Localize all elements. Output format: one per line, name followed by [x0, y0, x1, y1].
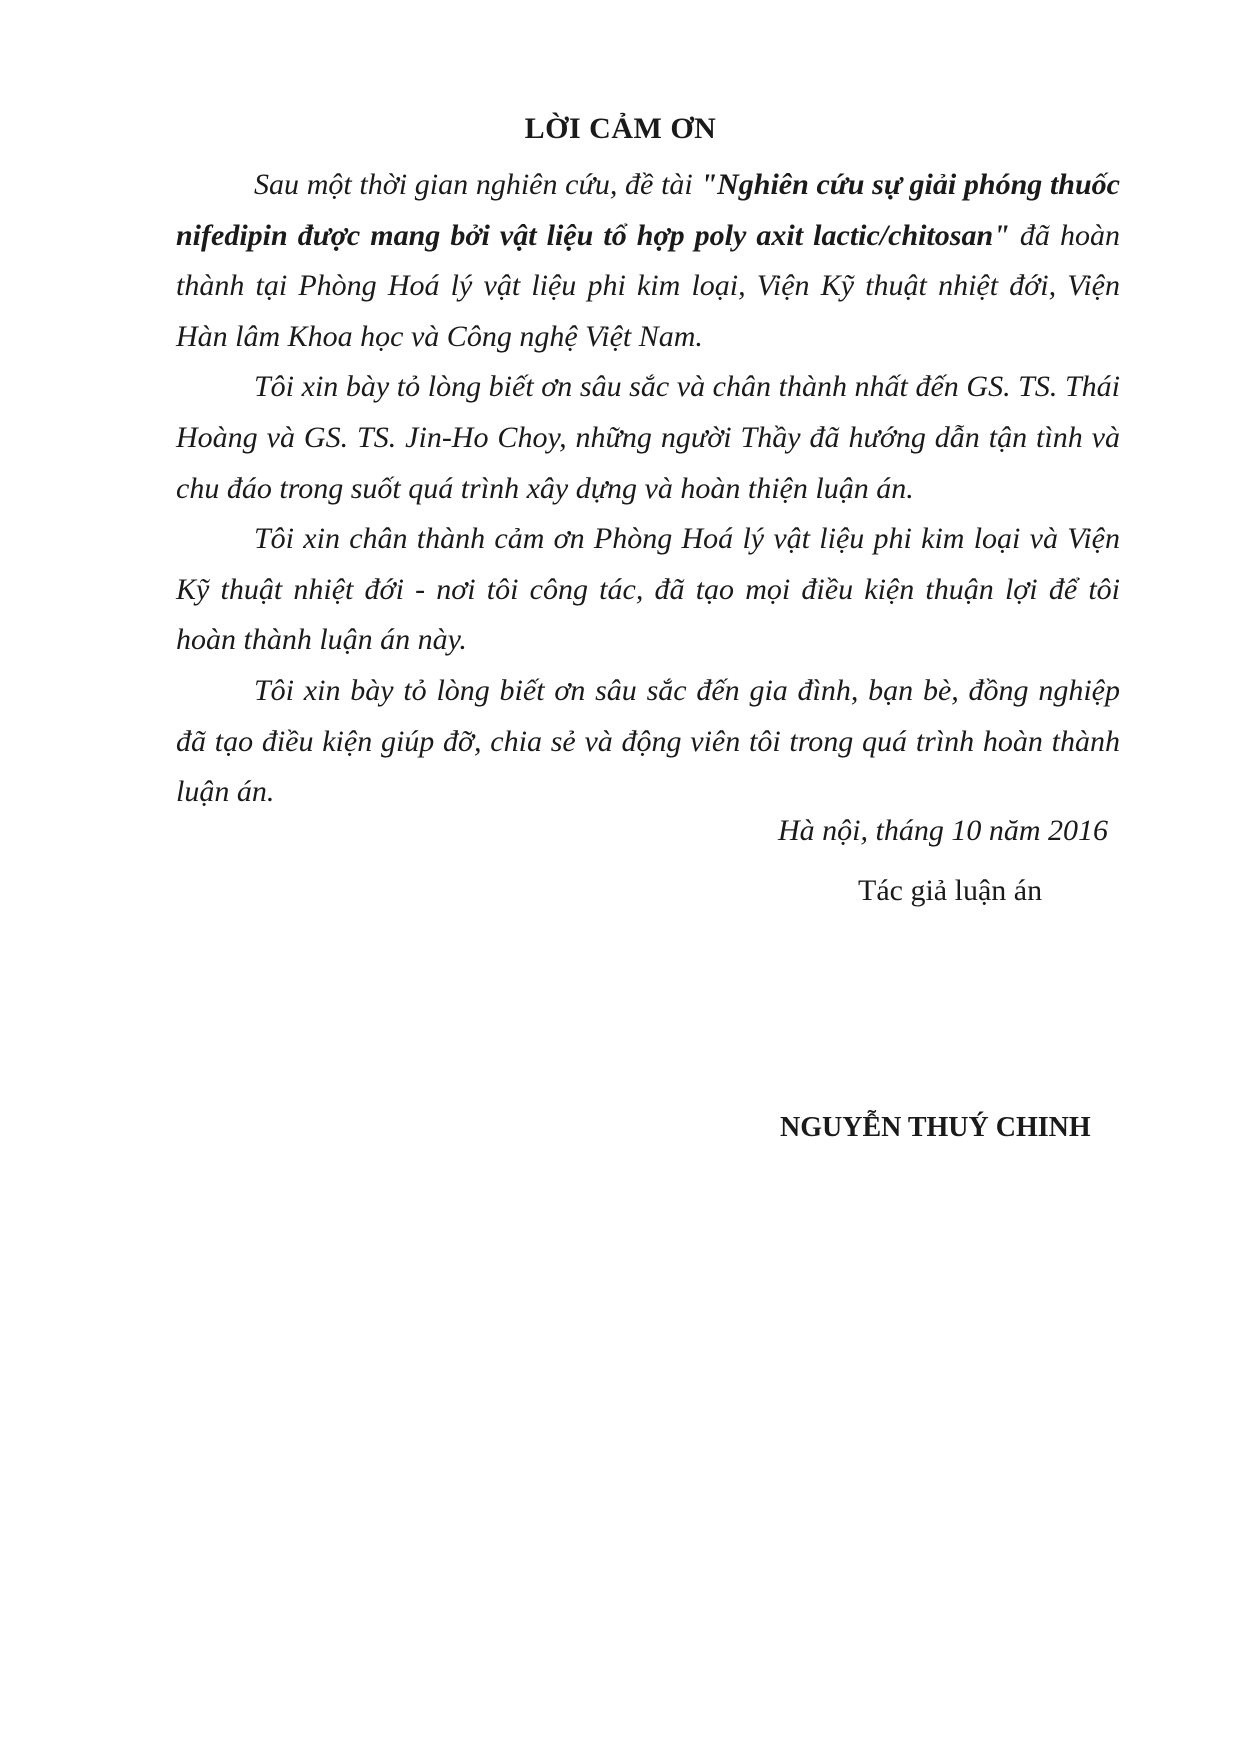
paragraph-1-tail: đã hoàn thành tại Phòng Hoá lý vật liệu phi kim loại, Viện Kỹ thuật nhiệt đới, Viện Hàn lâm Khoa học và Công nghệ Việt Nam.	[176, 218, 1121, 353]
signature-role: Tác giả luận án	[858, 874, 1043, 907]
paragraph-3: Tôi xin chân thành cảm ơn Phòng Hoá lý vật liệu phi kim loại và Viện Kỹ thuật nhiệt đới - nơi tôi công tác, đã tạo mọi điều kiện thuận lợi để tôi hoàn thành luận án này.	[176, 522, 1120, 657]
paragraph-1	[176, 160, 1120, 362]
author-name: NGUYỄN THUÝ CHINH	[780, 1112, 1091, 1143]
paragraph-4: Tôi xin bày tỏ lòng biết ơn sâu sắc đến gia đình, bạn bè, đồng nghiệp đã tạo điều kiện giúp đỡ, chia sẻ và động viên tôi trong quá trình hoàn thành luận án.	[176, 673, 1120, 809]
page-title: LỜI CẢM ƠN	[524, 112, 717, 145]
signature-date: Hà nội, tháng 10 năm 2016	[778, 814, 1108, 847]
paragraph-2: Tôi xin bày tỏ lòng biết ơn sâu sắc và chân thành nhất đến GS. TS. Thái Hoàng và GS. TS. Jin-Ho Choy, những người Thầy đã hướng dẫn tận tình và chu đáo trong suốt quá trình xây dựng và hoàn thiện luận án.	[176, 370, 1120, 505]
acknowledgement-body	[176, 160, 1120, 818]
thesis-title: "Nghiên cứu sự giải phóng thuốc nifedipin được mang bởi vật liệu tổ hợp poly axit lactic/chitosan"	[176, 168, 1120, 252]
paragraph-1-lead: Sau một thời gian nghiên cứu, đề tài	[254, 168, 701, 201]
